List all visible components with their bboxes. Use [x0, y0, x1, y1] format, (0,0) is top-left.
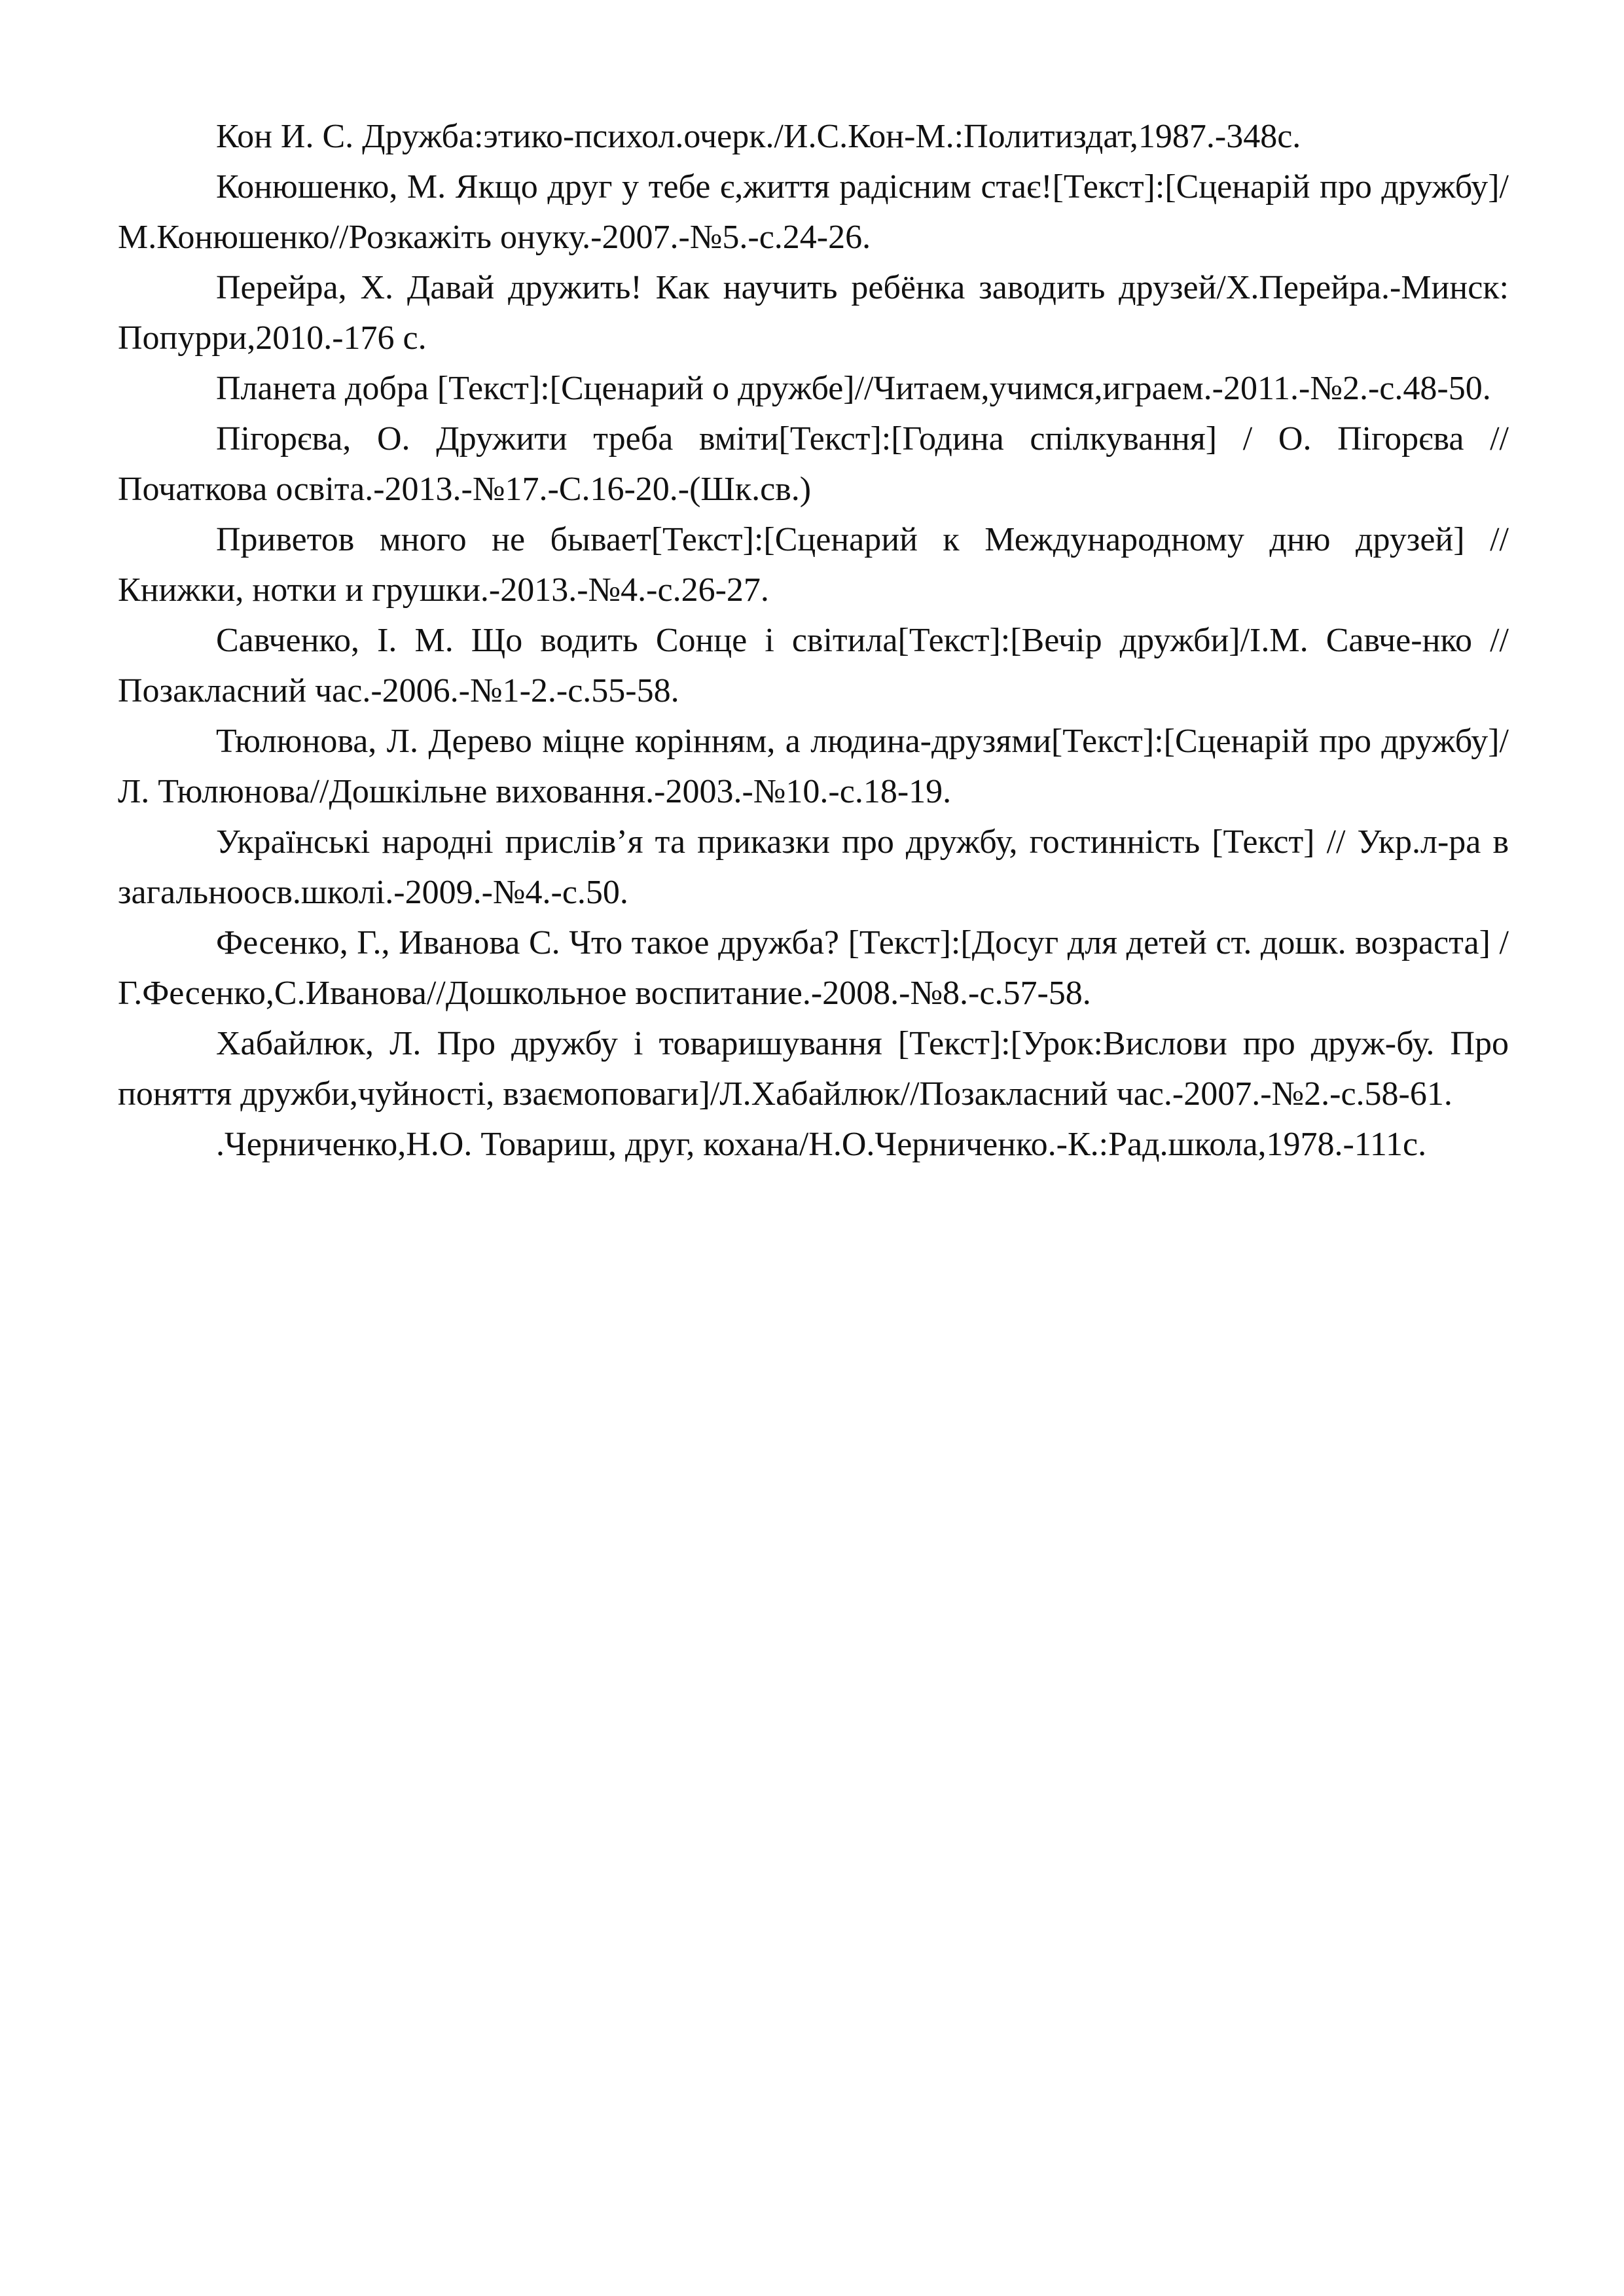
bibliography-entry: .Черниченко,Н.О. Товариш, друг, кохана/Н.О.Черниченко.-К.:Рад.школа,1978.-111с.	[216, 1126, 1427, 1163]
bibliography-entry: Українські народні прислів’я та приказки про дружбу, гостинність [Текст] // Укр.л-ра в загальноосв.школі.-2009.-№4.-с.50.	[118, 823, 1509, 911]
bibliography-entry: Кон И. С. Дружба:этико-психол.очерк./И.С.Кон-М.:Политиздат,1987.-348с.	[216, 118, 1301, 155]
bibliography-entry: Савченко, І. М. Що водить Сонце і світила[Текст]:[Вечір дружби]/І.М. Савче-нко // Позакласний час.-2006.-№1-2.-с.55-58.	[118, 622, 1509, 709]
bibliography-entry: Пігорєва, О. Дружити треба вміти[Текст]:[Година спілкування] / О. Пігорєва // Початкова освіта.-2013.-№17.-С.16-20.-(Шк.св.)	[118, 420, 1509, 508]
bibliography-entry: Хабайлюк, Л. Про дружбу і товаришування [Текст]:[Урок:Вислови про друж-бу. Про поняття дружби,чуйності, взаємоповаги]/Л.Хабайлюк//Позакласний час.-2007.-№2.-с.58-61.	[118, 1025, 1509, 1113]
bibliography-entry: Планета добра [Текст]:[Сценарий о дружбе]//Читаем,учимся,играем.-2011.-№2.-с.48-50.	[216, 370, 1491, 407]
bibliography-entry: Тюлюнова, Л. Дерево міцне корінням, а людина-друзями[Текст]:[Сценарій про дружбу]/Л. Тюлюнова//Дошкільне виховання.-2003.-№10.-с.18-19.	[118, 723, 1509, 810]
bibliography-entry: Фесенко, Г., Иванова С. Что такое дружба? [Текст]:[Досуг для детей ст. дошк. возраста] / Г.Фесенко,С.Иванова//Дошкольное воспитание.-2008.-№8.-с.57-58.	[118, 924, 1509, 1012]
bibliography-entry: Конюшенко, М. Якщо друг у тебе є,життя радісним стає![Текст]:[Сценарій про дружбу]/М.Конюшенко//Розкажіть онуку.-2007.-№5.-с.24-26.	[118, 168, 1509, 256]
bibliography-entry: Перейра, Х. Давай дружить! Как научить ребёнка заводить друзей/Х.Перейра.-Минск: Попурри,2010.-176 с.	[118, 269, 1509, 357]
bibliography-list	[118, 111, 1509, 1170]
bibliography-entry: Приветов много не бывает[Текст]:[Сценарий к Международному дню друзей] // Книжки, нотки и грушки.-2013.-№4.-с.26-27.	[118, 521, 1509, 609]
